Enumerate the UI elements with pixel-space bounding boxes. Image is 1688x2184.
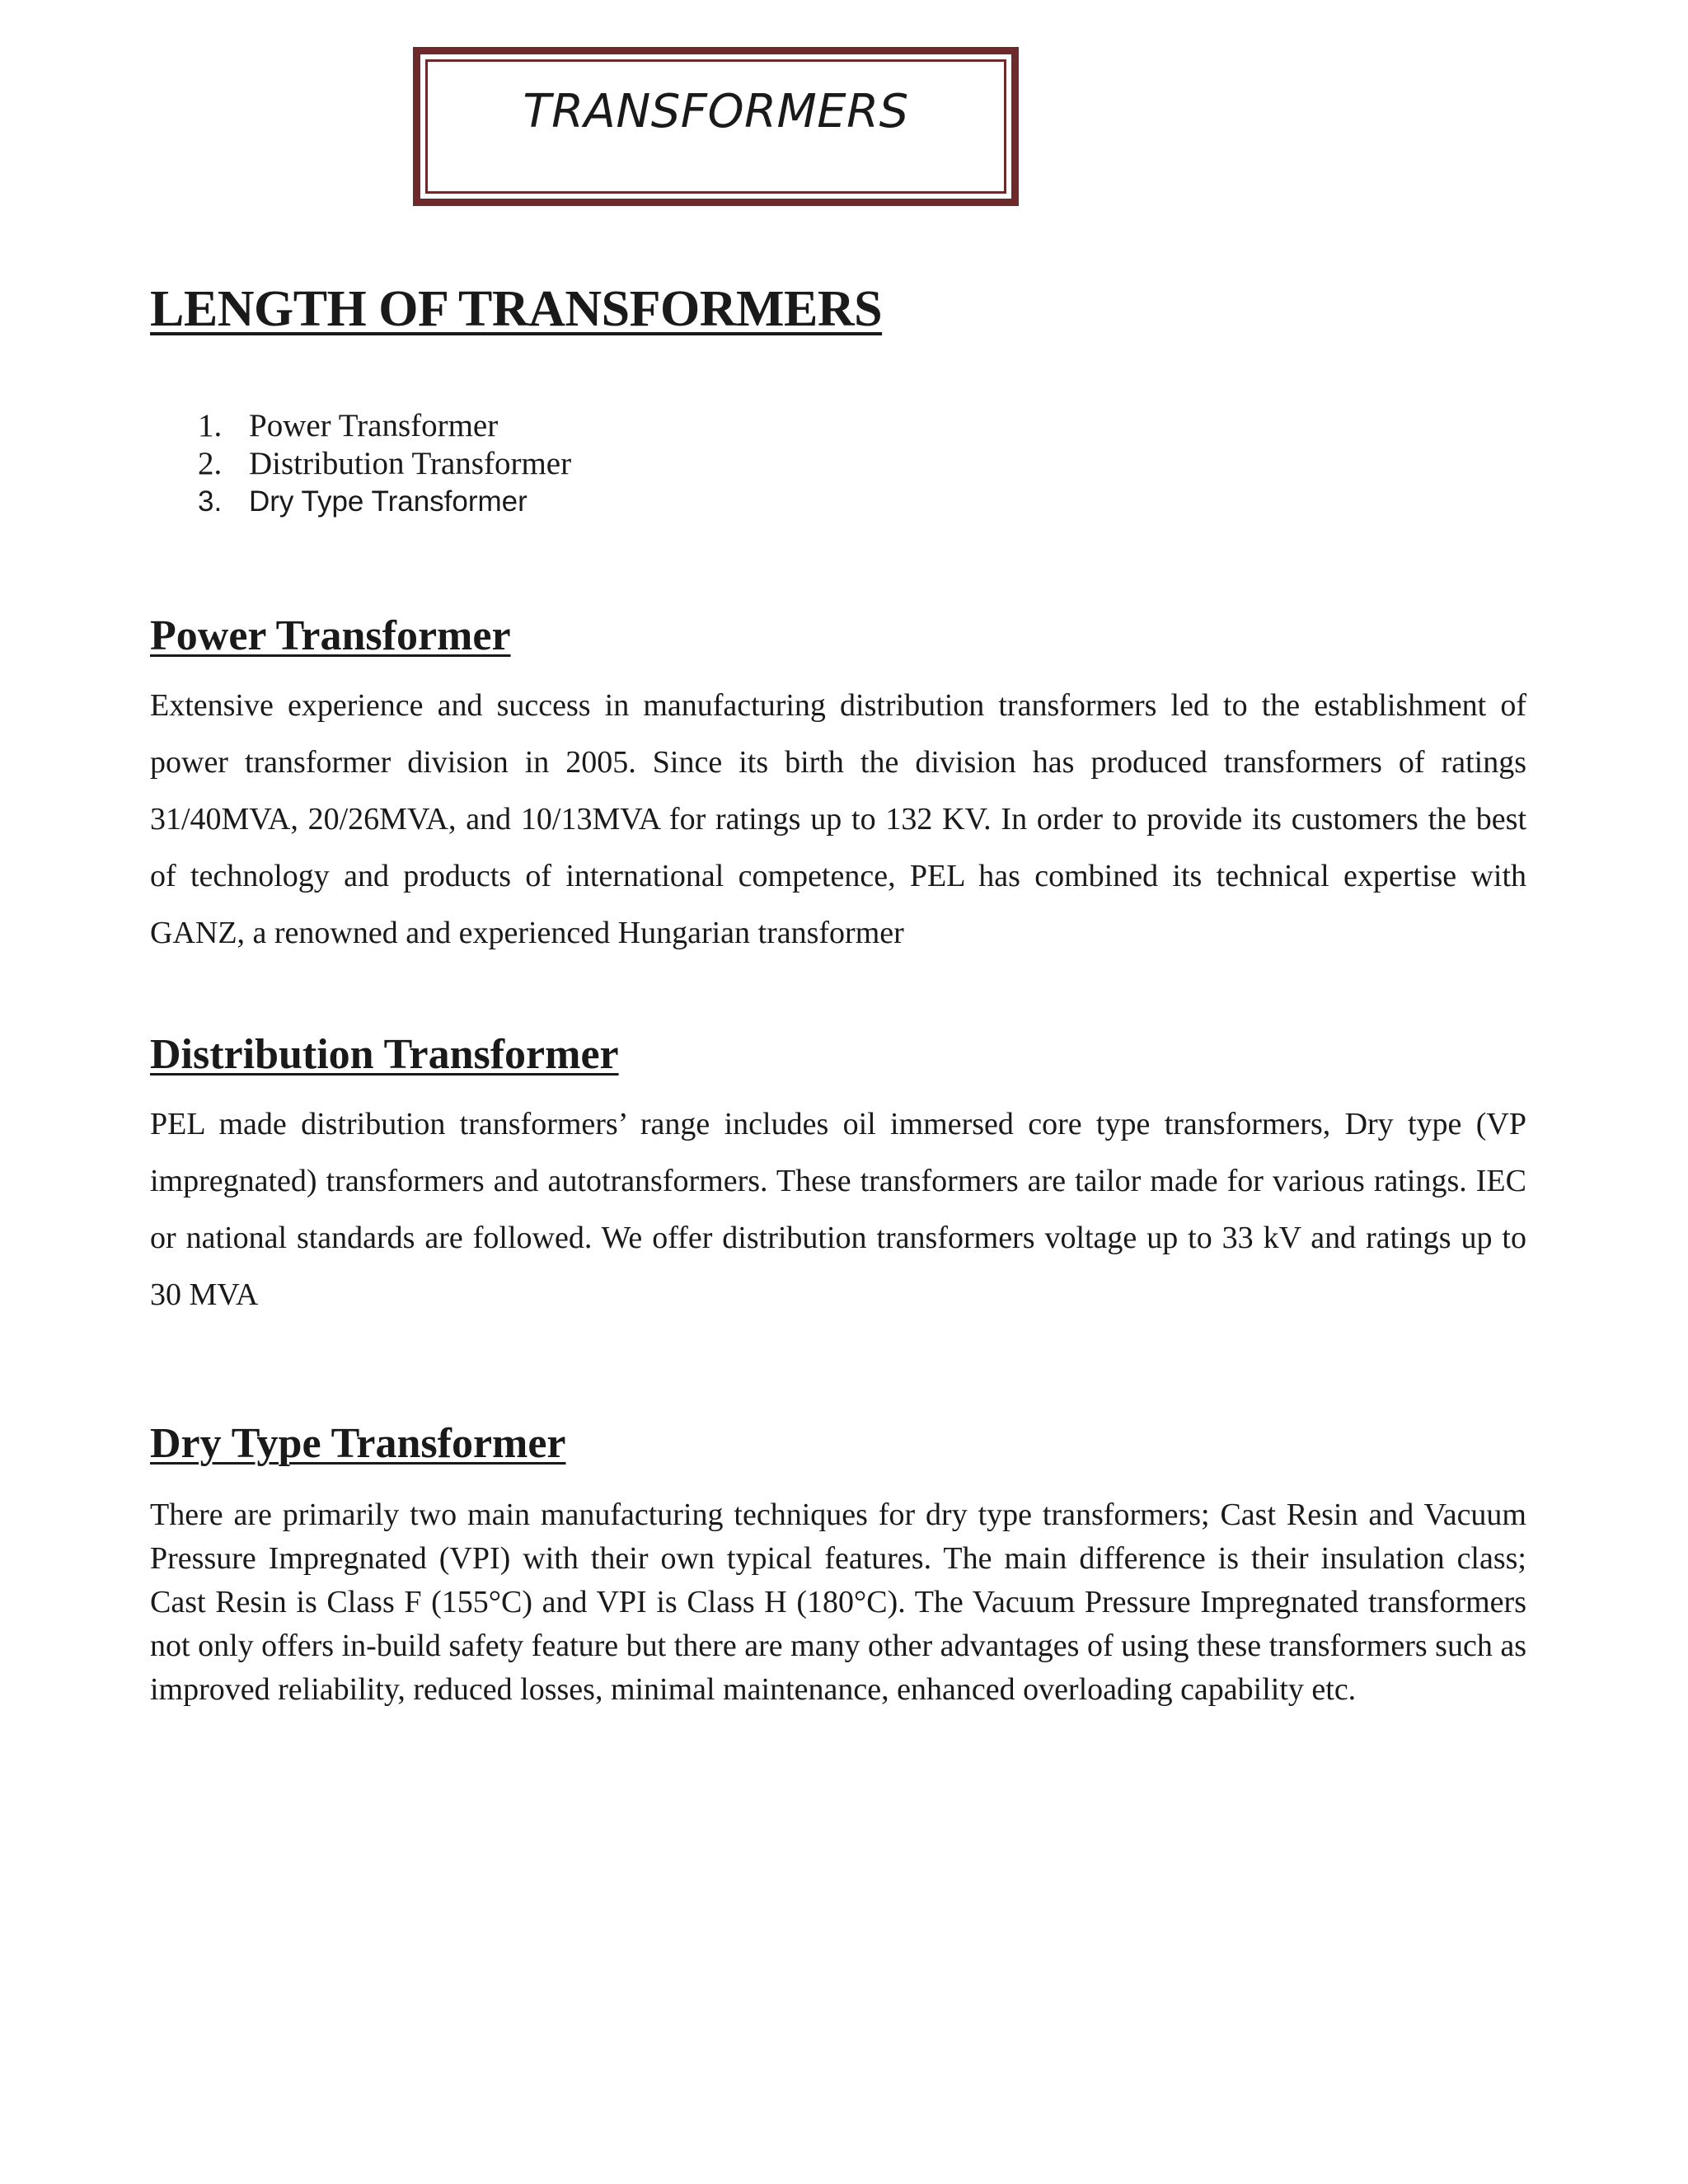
section-body-power: Extensive experience and success in manufacturing distribution transformers led to the establishment of power transformer division in 2005. Since its birth the division has produced transformers of ratings 31/40MVA, 20/26MVA, and 10/13MVA for ratings up to 132 KV. In order to provide its customers the best of technology and products of international competence, PEL has combined its technical expertise with GANZ, a renowned and experienced Hungarian transformer: [150, 688, 1526, 950]
title-frame: [413, 47, 1019, 206]
list-item-label: Distribution Transformer: [249, 446, 572, 481]
list-item: [198, 483, 571, 521]
section-heading-dry-type: Dry Type Transformer: [150, 1420, 566, 1467]
section-body-dry-type: There are primarily two main manufacturing techniques for dry type transformers; Cast Resin and Vacuum Pressure Impregnated (VPI) with their own typical features. The main difference is their insulation class; Cast Resin is Class F (155°C) and VPI is Class H (180°C). The Vacuum Pressure Impregnated transformers not only offers in-build safety feature but there are many other advantages of using these transformers such as improved reliability, reduced losses, minimal maintenance, enhanced overloading capability etc.: [150, 1497, 1526, 1707]
title-inner-border: [425, 59, 1006, 194]
list-item: [198, 407, 571, 445]
list-item-label: Power Transformer: [249, 408, 499, 443]
list-item-label: Dry Type Transformer: [249, 485, 528, 518]
list-item: [198, 445, 571, 483]
section-heading-distribution: Distribution Transformer: [150, 1031, 619, 1078]
section-body-distribution: PEL made distribution transformers’ range includes oil immersed core type transformers, Dry type (VP impregnated) transformers and autotransformers. These transformers are tailor made for various ratings. IEC or national standards are followed. We offer distribution transformers voltage up to 33 kV and ratings up to 30 MVA: [150, 1107, 1526, 1312]
list-item-number: 1.: [198, 408, 223, 443]
list-item-number: 2.: [198, 446, 223, 481]
list-item-number: 3.: [198, 485, 223, 518]
page-title: TRANSFORMERS: [523, 85, 909, 138]
section-heading-power: Power Transformer: [150, 612, 511, 659]
main-heading: LENGTH OF TRANSFORMERS: [150, 281, 883, 337]
transformer-types-list: [198, 407, 571, 521]
